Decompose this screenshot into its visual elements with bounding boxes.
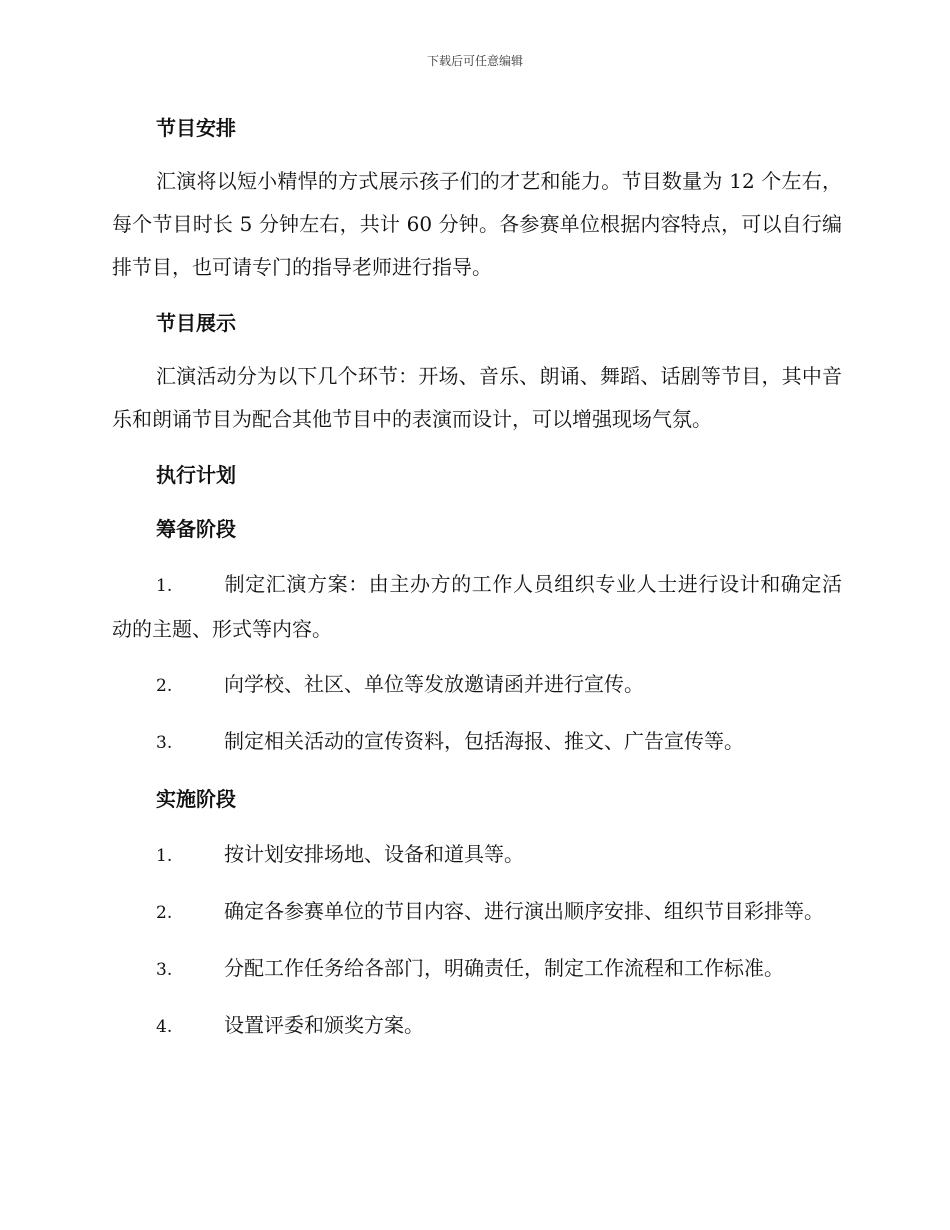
section-heading-execution-plan: 执行计划	[156, 463, 236, 487]
list-item	[112, 947, 842, 992]
list-item	[112, 890, 842, 935]
section-heading-implementation: 实施阶段	[156, 787, 236, 811]
list-item-text: 设置评委和颁奖方案。	[224, 1013, 424, 1037]
section-heading-program-arrangement: 节目安排	[156, 116, 236, 140]
document-body	[112, 108, 842, 1049]
section-heading-preparation: 筹备阶段	[156, 517, 236, 541]
list-item-text: 制定汇演方案：由主办方的工作人员组织专业人士进行设计和确定活动的主题、形式等内容。	[112, 572, 842, 641]
list-item-text: 按计划安排场地、设备和道具等。	[224, 842, 524, 866]
list-item	[112, 1004, 842, 1049]
list-item-number: 3.	[156, 733, 173, 753]
section-heading-program-display: 节目展示	[156, 311, 236, 335]
list-item	[112, 833, 842, 878]
page-header: 下载后可任意编辑	[426, 54, 523, 68]
list-item	[112, 720, 842, 765]
list-item-number: 2.	[156, 676, 173, 696]
list-item	[112, 563, 842, 651]
list-item-text: 分配工作任务给各部门，明确责任，制定工作流程和工作标准。	[224, 956, 784, 980]
list-item-number: 1.	[156, 576, 173, 596]
list-item	[112, 663, 842, 708]
paragraph-program-arrangement: 汇演将以短小精悍的方式展示孩子们的才艺和能力。节目数量为 12 个左右，每个节目时长 5 分钟左右，共计 60 分钟。各参赛单位根据内容特点，可以自行编排节目，也可请专门的指导老师进行指导。	[112, 169, 842, 279]
paragraph-program-display: 汇演活动分为以下几个环节：开场、音乐、朗诵、舞蹈、话剧等节目，其中音乐和朗诵节目为配合其他节目中的表演而设计，可以增强现场气氛。	[112, 364, 842, 431]
list-item-number: 2.	[156, 903, 173, 923]
list-item-text: 制定相关活动的宣传资料，包括海报、推文、广告宣传等。	[224, 729, 744, 753]
list-item-text: 确定各参赛单位的节目内容、进行演出顺序安排、组织节目彩排等。	[224, 899, 824, 923]
list-item-number: 1.	[156, 846, 173, 866]
list-item-text: 向学校、社区、单位等发放邀请函并进行宣传。	[224, 672, 644, 696]
list-item-number: 3.	[156, 960, 173, 980]
list-item-number: 4.	[156, 1017, 173, 1037]
